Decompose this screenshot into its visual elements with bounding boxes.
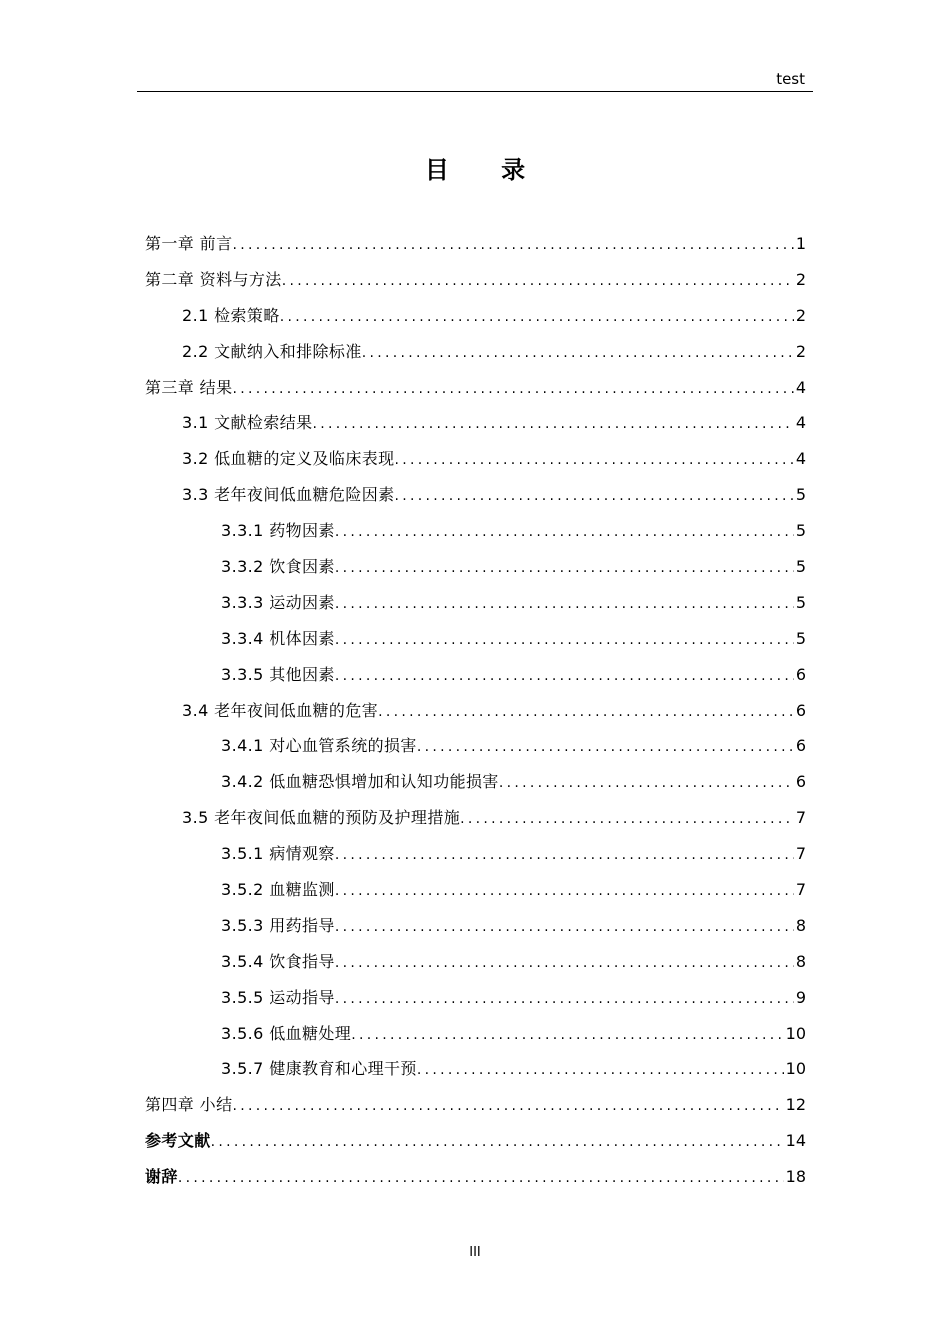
- toc-entry[interactable]: [145, 621, 806, 657]
- toc-entry[interactable]: [145, 800, 806, 836]
- toc-entry[interactable]: [145, 728, 806, 764]
- toc-entry-page: 1: [795, 234, 806, 253]
- toc-dot-leader: [417, 1053, 784, 1089]
- toc-dot-leader: [335, 623, 794, 659]
- toc-dot-leader: [395, 443, 794, 479]
- toc-entry-page: 8: [795, 951, 806, 971]
- toc-entry-page: 5: [795, 628, 806, 648]
- toc-entry-label: 谢辞: [145, 1167, 178, 1187]
- toc-entry-label: 2.2 文献纳入和排除标准: [182, 341, 362, 361]
- toc-entry-page: 2: [795, 269, 806, 289]
- toc-dot-leader: [233, 372, 794, 408]
- toc-entry-page: 10: [785, 1023, 806, 1043]
- toc-entry-page: 18: [785, 1167, 806, 1187]
- toc-entry-label: 参考文献: [145, 1131, 211, 1151]
- toc-dot-leader: [335, 551, 794, 587]
- toc-entry[interactable]: [145, 1087, 806, 1123]
- toc-dot-leader: [282, 264, 794, 300]
- toc-dot-leader: [211, 1125, 784, 1161]
- toc-entry-label: 3.5.5 运动指导: [221, 987, 335, 1007]
- running-header: test: [776, 70, 805, 88]
- toc-entry-page: 9: [795, 987, 806, 1007]
- toc-entry-label: 2.1 检索策略: [182, 305, 280, 325]
- toc-entry[interactable]: [145, 693, 806, 729]
- toc-dot-leader: [335, 982, 794, 1018]
- toc-entry[interactable]: [145, 405, 806, 441]
- toc-entry[interactable]: [145, 549, 806, 585]
- toc-dot-leader: [335, 874, 794, 910]
- toc-entry-label: 第二章 资料与方法: [145, 269, 282, 289]
- toc-entry-label: 3.3.4 机体因素: [221, 628, 335, 648]
- toc-entry-page: 5: [795, 521, 806, 541]
- toc-entry[interactable]: [145, 262, 806, 298]
- toc-entry[interactable]: [145, 1159, 806, 1195]
- toc-entry-label: 3.3.1 药物因素: [221, 521, 335, 541]
- toc-dot-leader: [233, 228, 794, 264]
- toc-entry-page: 5: [795, 485, 806, 505]
- toc-entry-label: 3.4.1 对心血管系统的损害: [221, 736, 417, 756]
- toc-entry-page: 5: [795, 557, 806, 577]
- toc-dot-leader: [335, 946, 794, 982]
- toc-dot-leader: [233, 1089, 784, 1125]
- toc-dot-leader: [362, 336, 794, 372]
- toc-entry[interactable]: [145, 944, 806, 980]
- toc-entry-page: 4: [795, 413, 806, 433]
- toc-entry-label: 3.5.3 用药指导: [221, 915, 335, 935]
- toc-dot-leader: [178, 1161, 784, 1197]
- toc-entry[interactable]: [145, 872, 806, 908]
- toc-entry-page: 10: [785, 1059, 806, 1079]
- toc-entry-page: 6: [795, 664, 806, 684]
- toc-dot-leader: [335, 587, 794, 623]
- toc-entry-label: 第四章 小结: [145, 1095, 233, 1115]
- header-rule: [137, 91, 813, 92]
- toc-entry-label: 3.4 老年夜间低血糖的危害: [182, 700, 379, 720]
- toc-dot-leader: [335, 659, 794, 695]
- toc-entry-label: 3.3.2 饮食因素: [221, 557, 335, 577]
- toc-entry-label: 3.3.5 其他因素: [221, 664, 335, 684]
- toc-entry[interactable]: [145, 334, 806, 370]
- toc-entry[interactable]: [145, 980, 806, 1016]
- toc-entry-page: 2: [795, 305, 806, 325]
- toc-entry[interactable]: [145, 908, 806, 944]
- toc-entry-label: 3.1 文献检索结果: [182, 413, 313, 433]
- toc-entry-label: 3.5.7 健康教育和心理干预: [221, 1059, 417, 1079]
- toc-entry-page: 6: [795, 700, 806, 720]
- page-number: III: [469, 1245, 481, 1260]
- toc-entry[interactable]: [145, 441, 806, 477]
- toc-entry-label: 3.3.3 运动因素: [221, 592, 335, 612]
- toc-dot-leader: [313, 407, 794, 443]
- toc-entry[interactable]: [145, 585, 806, 621]
- toc-entry-page: 7: [795, 844, 806, 864]
- toc-entry-label: 3.5.1 病情观察: [221, 844, 335, 864]
- toc-entry[interactable]: [145, 513, 806, 549]
- toc-dot-leader: [417, 730, 794, 766]
- toc-entry-label: 3.5.2 血糖监测: [221, 880, 335, 900]
- toc-entry-page: 6: [795, 736, 806, 756]
- toc-entry-label: 第三章 结果: [145, 377, 233, 397]
- table-of-contents: [145, 226, 806, 1195]
- toc-entry-label: 3.5 老年夜间低血糖的预防及护理措施: [182, 808, 461, 828]
- toc-entry-page: 12: [785, 1095, 806, 1115]
- toc-dot-leader: [378, 695, 794, 731]
- toc-entry[interactable]: [145, 1123, 806, 1159]
- toc-dot-leader: [335, 515, 794, 551]
- toc-entry-page: 5: [795, 592, 806, 612]
- toc-entry-page: 6: [795, 772, 806, 792]
- toc-entry[interactable]: [145, 298, 806, 334]
- toc-entry[interactable]: [145, 370, 806, 406]
- toc-entry-page: 8: [795, 915, 806, 935]
- toc-entry-label: 3.4.2 低血糖恐惧增加和认知功能损害: [221, 772, 499, 792]
- toc-dot-leader: [335, 838, 794, 874]
- toc-entry-page: 14: [785, 1131, 806, 1151]
- toc-entry-label: 3.3 老年夜间低血糖危险因素: [182, 485, 395, 505]
- toc-entry[interactable]: [145, 477, 806, 513]
- toc-dot-leader: [335, 910, 794, 946]
- toc-entry-page: 7: [795, 880, 806, 900]
- toc-entry-page: 7: [795, 808, 806, 828]
- toc-entry-label: 3.5.4 饮食指导: [221, 951, 335, 971]
- toc-entry[interactable]: [145, 657, 806, 693]
- toc-entry-label: 3.5.6 低血糖处理: [221, 1023, 352, 1043]
- toc-title: 目 录: [424, 156, 548, 184]
- toc-entry[interactable]: [145, 836, 806, 872]
- toc-dot-leader: [460, 802, 794, 838]
- toc-dot-leader: [395, 479, 794, 515]
- toc-dot-leader: [351, 1018, 783, 1054]
- toc-dot-leader: [499, 766, 794, 802]
- toc-entry-page: 2: [795, 341, 806, 361]
- toc-entry[interactable]: [145, 1016, 806, 1052]
- toc-entry-label: 第一章 前言: [145, 234, 233, 253]
- toc-entry-page: 4: [795, 377, 806, 397]
- toc-entry[interactable]: [145, 226, 806, 262]
- toc-entry-label: 3.2 低血糖的定义及临床表现: [182, 449, 395, 469]
- toc-dot-leader: [280, 300, 794, 336]
- toc-entry[interactable]: [145, 764, 806, 800]
- toc-entry-page: 4: [795, 449, 806, 469]
- toc-entry[interactable]: [145, 1051, 806, 1087]
